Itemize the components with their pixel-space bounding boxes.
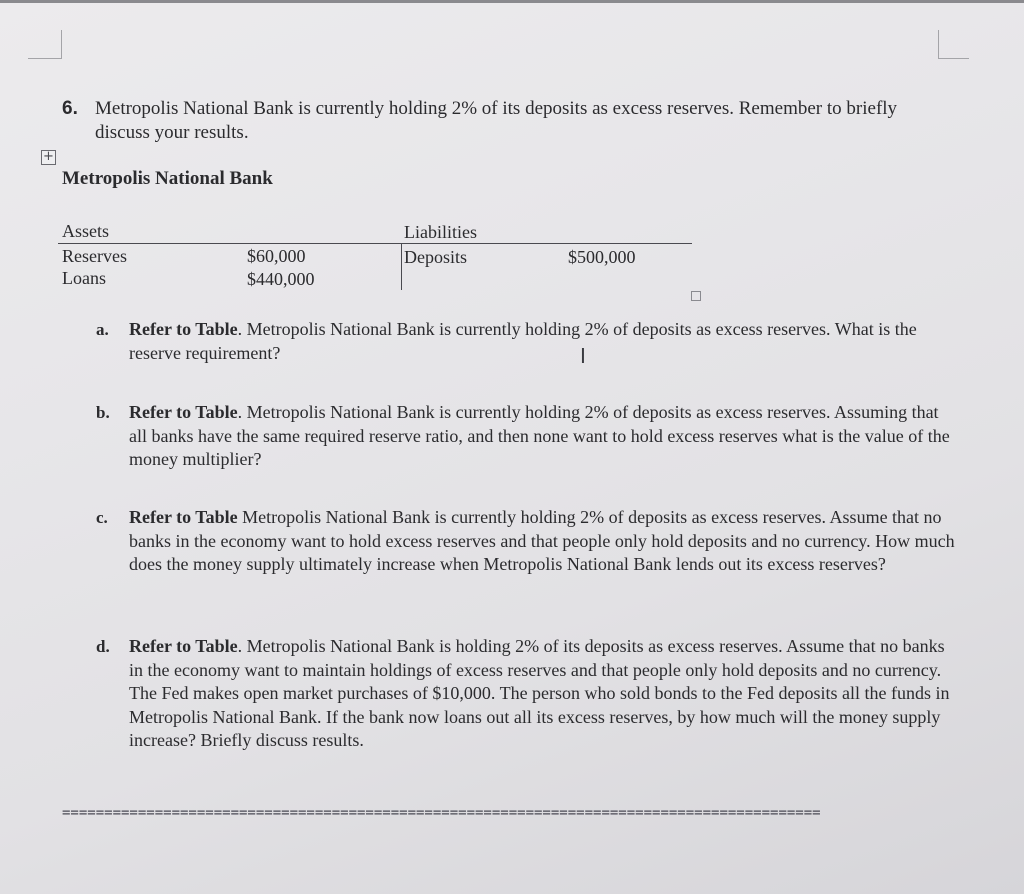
assets-header: Assets <box>62 221 110 241</box>
question-number: 6. <box>62 98 78 119</box>
sub-question-a <box>96 318 956 365</box>
table-horizontal-rule <box>58 243 692 244</box>
sub-question-b <box>96 401 956 472</box>
sub-question-letter: d. <box>96 637 110 656</box>
checkbox-marker[interactable] <box>691 291 701 301</box>
sub-question-d <box>96 635 956 753</box>
refer-to-table-label: Refer to Table <box>129 319 238 339</box>
sub-question-c <box>96 506 956 577</box>
asset-value-reserves: $60,000 <box>247 246 306 266</box>
window-top-border <box>0 0 1024 3</box>
page-corner-mark-right <box>938 30 969 59</box>
asset-value-loans: $440,000 <box>247 269 315 289</box>
text-cursor-icon: I <box>580 344 586 368</box>
refer-to-table-label: Refer to Table <box>129 636 238 656</box>
asset-label-reserves: Reserves <box>62 246 127 266</box>
liability-label-deposits: Deposits <box>404 247 467 267</box>
liabilities-header: Liabilities <box>404 222 477 242</box>
sub-question-text: Metropolis National Bank is currently holding 2% of deposits as excess reserves. Assume that no banks in the economy want to hold excess reserves and that people only hold deposits and no currency. How much does the money supply ultimately increase when Metropolis National Bank lends out its excess reserves? <box>129 507 955 574</box>
question-text: Metropolis National Bank is currently holding 2% of its deposits as excess reserves. Remember to briefly discuss your results. <box>95 98 898 143</box>
page-corner-mark-left <box>28 30 62 59</box>
sub-question-text: . Metropolis National Bank is holding 2% of its deposits as excess reserves. Assume that no banks in the economy want to maintain holdings of excess reserves and that people only hold deposits and no currency. The Fed makes open market purchases of $10,000. The person who sold bonds to the Fed deposits all the funds in Metropolis National Bank. If the bank now loans out all its excess reserves, by how much will the money supply increase? Briefly discuss results. <box>129 636 950 750</box>
sub-question-letter: a. <box>96 320 109 339</box>
refer-to-table-label: Refer to Table <box>129 402 238 422</box>
table-vertical-rule <box>401 243 402 290</box>
asset-label-loans: Loans <box>62 268 106 288</box>
sub-question-letter: c. <box>96 508 108 527</box>
sub-question-letter: b. <box>96 403 110 422</box>
sub-question-text: . Metropolis National Bank is currently holding 2% of deposits as excess reserves. What is the reserve requirement? <box>129 319 917 363</box>
sub-question-text: . Metropolis National Bank is currently holding 2% of deposits as excess reserves. Assuming that all banks have the same required reserve ratio, and then none want to hold excess reserves what is the value of the money multiplier? <box>129 402 950 469</box>
separator-line: ========================================================================================== <box>62 805 821 821</box>
table-move-handle-icon[interactable]: + <box>41 150 56 165</box>
question-header <box>62 97 942 145</box>
liability-value-deposits: $500,000 <box>568 247 636 267</box>
table-title: Metropolis National Bank <box>62 168 273 189</box>
refer-to-table-label: Refer to Table <box>129 507 238 527</box>
